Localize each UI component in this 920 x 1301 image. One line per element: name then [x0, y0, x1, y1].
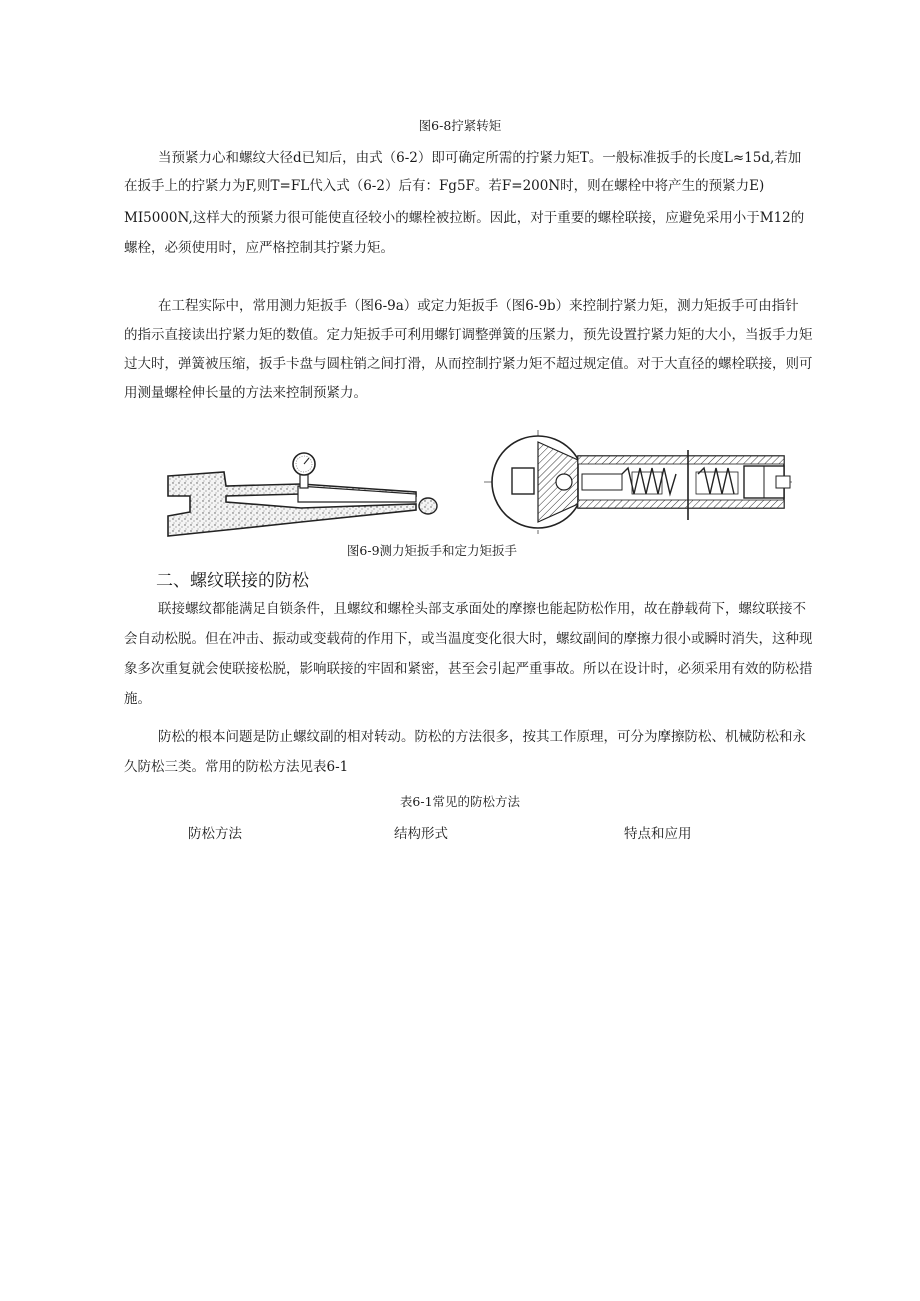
figure-6-9-caption: 图6-9测力矩扳手和定力矩扳手 [346, 543, 518, 558]
paragraph-line: 象多次重复就会使联接松脱，影响联接的牢固和紧密，甚至会引起严重事故。所以在设计时，必须采用有效的防松措 [124, 661, 813, 677]
figure-6-8-caption: 图6-8拧紧转矩 [418, 118, 502, 133]
paragraph-line: 施。 [124, 691, 151, 707]
preset-torque-wrench-illustration [482, 428, 794, 536]
paragraph-torque-wrenches [124, 294, 813, 405]
paragraph-line: 在扳手上的拧紧力为F,则T=FL代入式（6-2）后有：Fg5F。若F=200N时，则在螺栓中将产生的预紧力E) [124, 178, 765, 194]
table-header-method: 防松方法 [188, 826, 242, 842]
paragraph-thread-locking [124, 597, 813, 711]
table-6-1-caption: 表6-1常见的防松方法 [399, 794, 521, 809]
paragraph-line: 联接螺纹都能满足自锁条件，且螺纹和螺栓头部支承面处的摩擦也能起防松作用，故在静载荷下，螺纹联接不 [158, 601, 806, 617]
paragraph-line: 螺栓，必须使用时，应严格控制其拧紧力矩。 [124, 240, 394, 256]
paragraph-locking-methods [124, 725, 806, 779]
paragraph-line: 久防松三类。常用的防松方法见表6-1 [124, 759, 349, 775]
paragraph-line: 过大时，弹簧被压缩，扳手卡盘与圆柱销之间打滑，从而控制拧紧力矩不超过规定值。对于大直径的螺栓联接，则可 [124, 356, 813, 372]
paragraph-line: 当预紧力心和螺纹大径d已知后，由式（6-2）即可确定所需的拧紧力矩T。一般标准扳手的长度L≈15d,若加 [158, 150, 802, 166]
paragraph-tightening-torque [124, 146, 805, 260]
table-header-structure: 结构形式 [394, 826, 448, 842]
paragraph-line: 会自动松脱。但在冲击、振动或变载荷的作用下，或当温度变化很大时，螺纹副间的摩擦力很小或瞬时消失，这种现 [124, 631, 813, 647]
paragraph-line: 用测量螺栓伸长量的方法来控制预紧力。 [124, 385, 367, 401]
section-heading: 二、螺纹联接的防松 [156, 571, 309, 591]
paragraph-line: MI5000N,这样大的预紧力很可能使直径较小的螺栓被拉断。因此，对于重要的螺栓联接，应避免采用小于M12的 [124, 210, 805, 226]
paragraph-line: 在工程实际中，常用测力矩扳手（图6-9a）或定力矩扳手（图6-9b）来控制拧紧力矩，测力矩扳手可由指针 [158, 298, 799, 314]
torque-indicating-wrench-illustration [166, 446, 448, 542]
paragraph-line: 防松的根本问题是防止螺纹副的相对转动。防松的方法很多，按其工作原理，可分为摩擦防松、机械防松和永 [158, 729, 806, 745]
table-header-features: 特点和应用 [624, 826, 692, 842]
paragraph-line: 的指示直接读出拧紧力矩的数值。定力矩扳手可利用螺钉调整弹簧的压紧力，预先设置拧紧力矩的大小，当扳手力矩 [124, 327, 813, 343]
